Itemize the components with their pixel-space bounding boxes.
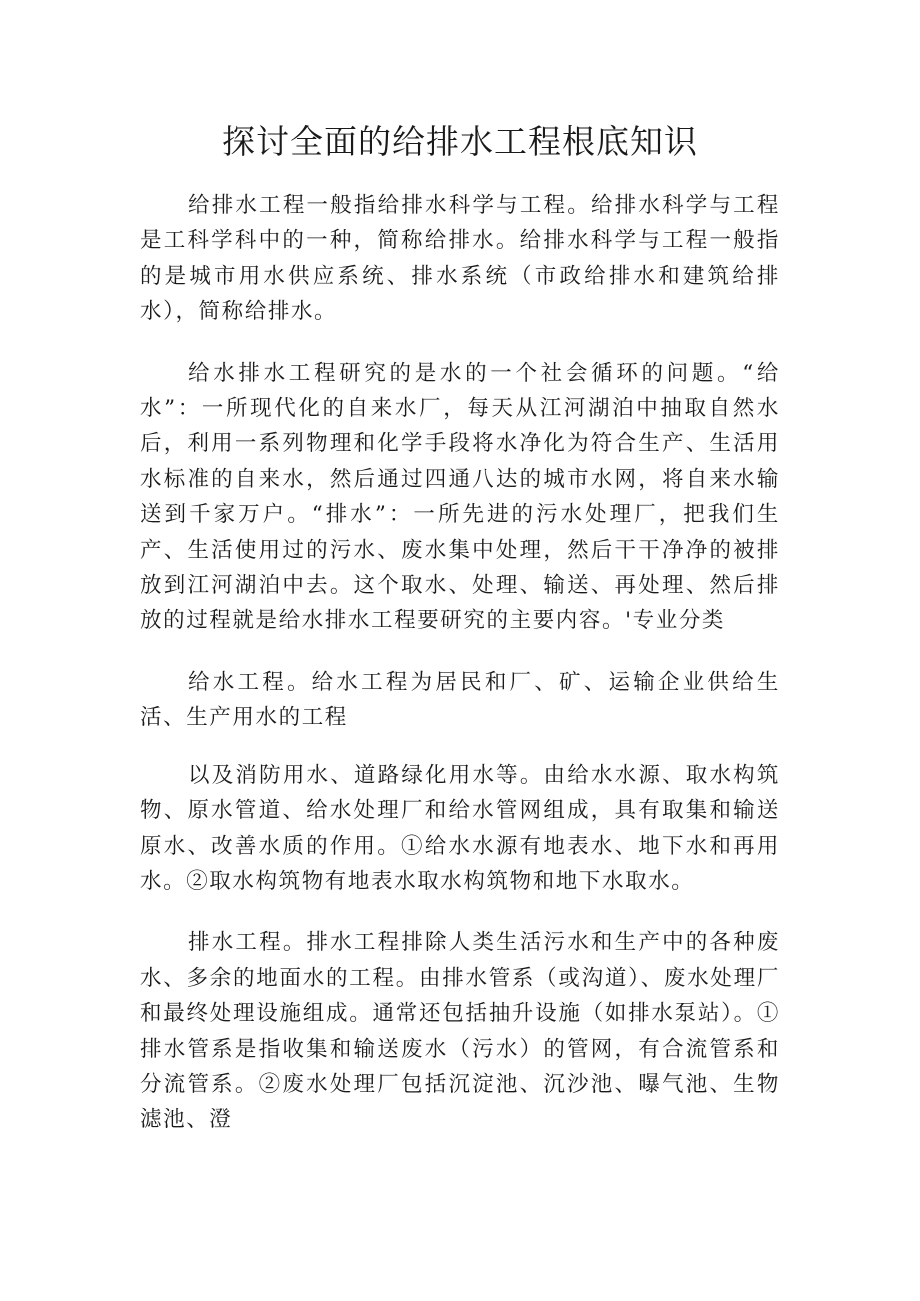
paragraph-water-cycle: 给水排水工程研究的是水的一个社会循环的问题。“给水”：一所现代化的自来水厂，每天从江河湖泊中抽取自然水后，利用一系列物理和化学手段将水净化为符合生产、生活用水标准的自来水，然后通过四通八达的城市水网，将自来水输送到千家万户。“排水”：一所先进的污水处理厂，把我们生产、生活使用过的污水、废水集中处理，然后干干净净的被排放到江河湖泊中去。这个取水、处理、输送、再处理、然后排放的过程就是给水排水工程要研究的主要内容。'专业分类: [140, 360, 780, 634]
paragraph-drainage: 排水工程。排水工程排除人类生活污水和生产中的各种废水、多余的地面水的工程。由排水管系（或沟道）、废水处理厂和最终处理设施组成。通常还包括抽升设施（如排水泵站）。①排水管系是指收集和输送废水（污水）的管网，有合流管系和分流管系。②废水处理厂包括沉淀池、沉沙池、曝气池、生物滤池、澄: [140, 930, 780, 1133]
paragraph-intro: 给排水工程一般指给排水科学与工程。给排水科学与工程是工科学科中的一种，简称给排水。给排水科学与工程一般指的是城市用水供应系统、排水系统（市政给排水和建筑给排水），简称给排水。: [140, 193, 780, 325]
paragraph-water-supply: 给水工程。给水工程为居民和厂、矿、运输企业供给生活、生产用水的工程: [140, 669, 780, 731]
document-body: [140, 188, 780, 1164]
document-title: 探讨全面的给排水工程根底知识: [222, 122, 698, 161]
paragraph-water-supply-detail: 以及消防用水、道路绿化用水等。由给水水源、取水构筑物、原水管道、给水处理厂和给水管网组成，具有取集和输送原水、改善水质的作用。①给水水源有地表水、地下水和再用水。②取水构筑物有地表水取水构筑物和地下水取水。: [140, 762, 780, 894]
